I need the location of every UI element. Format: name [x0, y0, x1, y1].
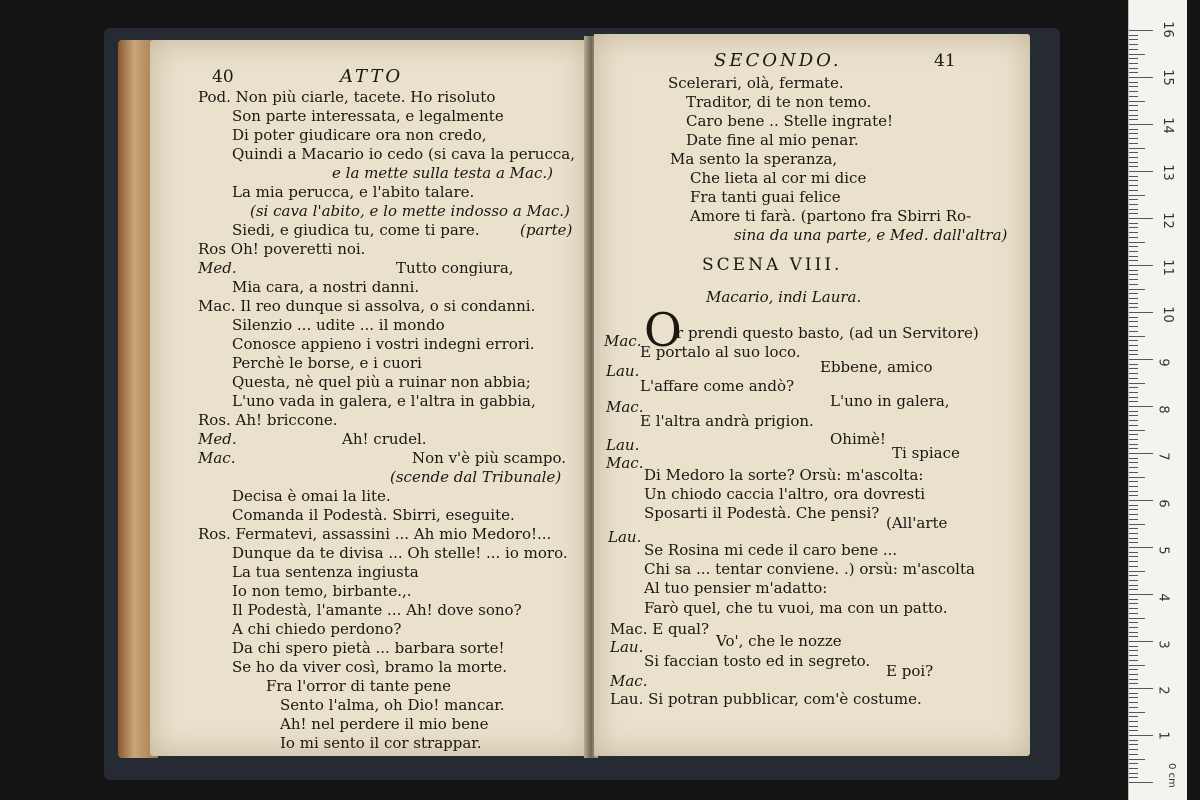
ruler-tick	[1129, 430, 1145, 431]
ruler-tick	[1129, 105, 1138, 106]
ruler-tick	[1129, 378, 1138, 379]
ruler-tick	[1129, 176, 1138, 177]
ruler-tick	[1129, 552, 1138, 553]
text-line: Dunque da te divisa ... Oh stelle! ... io moro.	[232, 544, 568, 562]
ruler-number: 7	[1155, 452, 1171, 461]
ruler-tick	[1129, 575, 1138, 576]
ruler-tick	[1129, 54, 1145, 55]
ruler-tick	[1129, 655, 1138, 656]
ruler-tick	[1129, 246, 1138, 247]
ruler-tick	[1129, 613, 1138, 614]
text-line: Un chiodo caccia l'altro, ora dovresti	[644, 485, 926, 503]
stage-direction: e la mette sulla testa a Mac.)	[332, 164, 553, 182]
text-line: Date fine al mio penar.	[686, 131, 859, 149]
ruler-tick	[1129, 618, 1145, 619]
text-line: Ros. Fermatevi, assassini ... Ah mio Medoro!...	[198, 525, 552, 543]
ruler-tick	[1129, 138, 1138, 139]
ruler-tick	[1129, 533, 1138, 534]
ruler-tick	[1129, 547, 1153, 548]
ruler-tick	[1129, 237, 1138, 238]
ruler-tick	[1129, 528, 1138, 529]
ruler-tick	[1129, 195, 1145, 196]
ruler-tick	[1129, 148, 1145, 149]
ruler-tick	[1129, 317, 1138, 318]
ruler-tick	[1129, 754, 1138, 755]
right-page	[594, 34, 1030, 756]
ruler-tick	[1129, 383, 1145, 384]
text-line: Ebbene, amico	[820, 358, 933, 376]
ruler-tick	[1129, 406, 1153, 407]
ruler-tick	[1129, 669, 1138, 670]
ruler-tick	[1129, 143, 1138, 144]
ruler-tick	[1129, 759, 1145, 760]
ruler-number: 4	[1155, 593, 1171, 602]
text-line: Mia cara, a nostri danni.	[232, 278, 420, 296]
text-line: Si faccian tosto ed in segreto.	[644, 652, 871, 670]
ruler-tick	[1129, 326, 1138, 327]
ruler-tick	[1129, 519, 1138, 520]
text-line: L'uno vada in galera, e l'altra in gabbia,	[232, 392, 536, 410]
page-number: 40	[212, 67, 234, 87]
text-line: Ma sento la speranza,	[670, 150, 838, 168]
ruler-tick	[1129, 39, 1138, 40]
ruler-tick	[1129, 166, 1138, 167]
ruler-tick	[1129, 72, 1138, 73]
ruler-tick	[1129, 387, 1138, 388]
speaker-label: Lau.	[606, 436, 640, 454]
ruler-tick	[1129, 289, 1145, 290]
ruler-tick	[1129, 542, 1138, 543]
text-line: Fra tanti guai felice	[690, 188, 841, 206]
text-line: Vo', che le nozze	[716, 632, 842, 650]
ruler-tick	[1129, 683, 1138, 684]
text-line: Tutto congiura,	[396, 259, 514, 277]
ruler-tick	[1129, 514, 1138, 515]
ruler-tick	[1129, 495, 1138, 496]
text-line: Che lieta al cor mi dice	[690, 169, 867, 187]
ruler-tick	[1129, 152, 1138, 153]
ruler-tick	[1129, 354, 1138, 355]
ruler-tick	[1129, 585, 1138, 586]
page-header: ATTO	[340, 66, 404, 87]
text-line: Perchè le borse, e i cuori	[232, 354, 422, 372]
ruler-tick	[1129, 256, 1138, 257]
ruler-number: 9	[1155, 358, 1171, 367]
speaker-label: Lau.	[606, 362, 640, 380]
speaker-label: Lau.	[610, 638, 644, 656]
stage-direction: (parte)	[520, 221, 573, 239]
ruler-number: 5	[1155, 546, 1171, 555]
ruler-tick	[1129, 96, 1138, 97]
drop-cap: O	[644, 303, 682, 357]
text-line: L'affare come andò?	[640, 377, 795, 395]
ruler-tick	[1129, 115, 1138, 116]
ruler-tick	[1129, 782, 1153, 783]
text-line: La mia perucca, e l'abito talare.	[232, 183, 475, 201]
text-line: E portalo al suo loco.	[640, 343, 801, 361]
text-line: Quindi a Macario io cedo (si cava la perucca,	[232, 145, 575, 163]
text-line: E poi?	[886, 662, 934, 680]
ruler-tick	[1129, 162, 1138, 163]
text-line: Ros Oh! poveretti noi.	[198, 240, 366, 258]
left-page	[150, 40, 588, 756]
ruler-tick	[1129, 397, 1138, 398]
ruler-tick	[1129, 213, 1138, 214]
text-line: Conosce appieno i vostri indegni errori.	[232, 335, 535, 353]
ruler-tick	[1129, 232, 1138, 233]
ruler-tick	[1129, 481, 1138, 482]
text-line: r prendi questo basto, (ad un Servitore)	[676, 324, 979, 342]
speaker-label: Med.	[198, 430, 237, 448]
text-line: Pod. Non più ciarle, tacete. Ho risoluto	[198, 88, 496, 106]
text-line: Questa, nè quel più a ruinar non abbia;	[232, 373, 531, 391]
ruler-tick	[1129, 35, 1138, 36]
text-line: Ohimè!	[830, 430, 886, 448]
ruler-tick	[1129, 279, 1138, 280]
text-line: L'uno in galera,	[830, 392, 950, 410]
ruler-tick	[1129, 209, 1138, 210]
text-line: Ah! nel perdere il mio bene	[280, 715, 489, 733]
ruler-tick	[1129, 110, 1138, 111]
ruler-tick	[1129, 707, 1138, 708]
ruler-tick	[1129, 665, 1145, 666]
ruler-number: 1	[1155, 731, 1171, 740]
ruler-tick	[1129, 303, 1138, 304]
ruler-tick	[1129, 307, 1138, 308]
text-line: Siedi, e giudica tu, come ti pare.	[232, 221, 480, 239]
page-number: 41	[934, 51, 956, 71]
ruler-tick	[1129, 603, 1138, 604]
ruler-tick	[1129, 223, 1138, 224]
text-line: Sposarti il Podestà. Che pensi?	[644, 504, 880, 522]
ruler-tick	[1129, 580, 1138, 581]
measuring-ruler	[1128, 0, 1187, 800]
ruler-number: 14	[1159, 117, 1175, 134]
ruler-tick	[1129, 63, 1138, 64]
text-line: Chi sa ... tentar conviene. .) orsù: m'ascolta	[644, 560, 975, 578]
ruler-number: 15	[1159, 69, 1175, 86]
ruler-tick	[1129, 171, 1153, 172]
ruler-tick	[1129, 650, 1138, 651]
text-line: Al tuo pensier m'adatto:	[644, 579, 828, 597]
ruler-tick	[1129, 716, 1138, 717]
ruler-tick	[1129, 364, 1138, 365]
ruler-tick	[1129, 373, 1138, 374]
ruler-tick	[1129, 411, 1138, 412]
ruler-tick	[1129, 556, 1138, 557]
ruler-tick	[1129, 721, 1138, 722]
ruler-tick	[1129, 749, 1138, 750]
text-line: A chi chiedo perdono?	[232, 620, 402, 638]
ruler-tick	[1129, 444, 1138, 445]
text-line: Di poter giudicare ora non credo,	[232, 126, 487, 144]
ruler-tick	[1129, 740, 1138, 741]
text-line: Mac. E qual?	[610, 620, 710, 638]
ruler-tick	[1129, 129, 1138, 130]
ruler-tick	[1129, 133, 1138, 134]
ruler-tick	[1129, 30, 1153, 31]
ruler-tick	[1129, 58, 1138, 59]
ruler-tick	[1129, 509, 1138, 510]
speaker-label: Mac.	[606, 454, 644, 472]
ruler-tick	[1129, 679, 1138, 680]
ruler-number: 12	[1159, 212, 1175, 229]
ruler-tick	[1129, 434, 1138, 435]
ruler-tick	[1129, 270, 1138, 271]
text-line: Fra l'orror di tante pene	[266, 677, 452, 695]
ruler-tick	[1129, 777, 1138, 778]
ruler-tick	[1129, 697, 1138, 698]
ruler-tick	[1129, 293, 1138, 294]
ruler-number: 8	[1155, 405, 1171, 414]
ruler-tick	[1129, 448, 1138, 449]
ruler-tick	[1129, 735, 1153, 736]
ruler-tick	[1129, 124, 1153, 125]
ruler-tick	[1129, 359, 1153, 360]
ruler-tick	[1129, 401, 1138, 402]
ruler-tick	[1129, 251, 1138, 252]
ruler-tick	[1129, 284, 1138, 285]
speaker-label: Mac.	[610, 672, 648, 690]
ruler-number: 3	[1155, 640, 1171, 649]
ruler-tick	[1129, 744, 1138, 745]
ruler-tick	[1129, 119, 1138, 120]
ruler-tick	[1129, 467, 1138, 468]
ruler-tick	[1129, 425, 1138, 426]
ruler-tick	[1129, 420, 1138, 421]
ruler-tick	[1129, 571, 1145, 572]
speaker-label: Mac.	[604, 332, 642, 350]
ruler-tick	[1129, 594, 1153, 595]
ruler-tick	[1129, 260, 1138, 261]
text-line: Ros. Ah! briccone.	[198, 411, 338, 429]
ruler-tick	[1129, 589, 1138, 590]
ruler-number: 2	[1155, 686, 1171, 695]
ruler-tick	[1129, 274, 1138, 275]
ruler-tick	[1129, 49, 1138, 50]
stage-direction: (scende dal Tribunale)	[390, 468, 562, 486]
stage-direction: sina da una parte, e Med. dall'altra)	[734, 226, 1008, 244]
ruler-tick	[1129, 505, 1138, 506]
ruler-tick	[1129, 458, 1138, 459]
ruler-number: 10	[1159, 306, 1175, 323]
ruler-tick	[1129, 340, 1138, 341]
text-line: Lau. Si potran pubblicar, com'è costume.	[610, 690, 922, 708]
ruler-tick	[1129, 712, 1145, 713]
text-line: (All'arte	[886, 514, 948, 532]
text-line: Caro bene .. Stelle ingrate!	[686, 112, 894, 130]
text-line: Ah! crudel.	[342, 430, 427, 448]
ruler-tick	[1129, 242, 1145, 243]
ruler-tick	[1129, 768, 1138, 769]
text-line: La tua sentenza ingiusta	[232, 563, 419, 581]
ruler-tick	[1129, 566, 1138, 567]
page-header: SECONDO.	[714, 50, 842, 71]
ruler-tick	[1129, 524, 1145, 525]
ruler-tick	[1129, 646, 1138, 647]
ruler-tick	[1129, 538, 1138, 539]
ruler-tick	[1129, 321, 1138, 322]
speaker-label: Lau.	[608, 528, 642, 546]
speaker-label: Med.	[198, 259, 237, 277]
ruler-tick	[1129, 312, 1153, 313]
ruler-tick	[1129, 86, 1138, 87]
ruler-tick	[1129, 453, 1153, 454]
ruler-tick	[1129, 472, 1138, 473]
text-line: Io non temo, birbante.,.	[232, 582, 412, 600]
text-line: Io mi sento il cor strappar.	[280, 734, 482, 752]
ruler-tick	[1129, 674, 1138, 675]
ruler-tick	[1129, 688, 1153, 689]
stage-direction: (si cava l'abito, e lo mette indosso a Mac.)	[250, 202, 570, 220]
ruler-tick	[1129, 199, 1138, 200]
ruler-tick	[1129, 180, 1138, 181]
text-line: Silenzio ... udite ... il mondo	[232, 316, 445, 334]
ruler-tick	[1129, 185, 1138, 186]
ruler-tick	[1129, 599, 1138, 600]
ruler-tick	[1129, 91, 1138, 92]
ruler-tick	[1129, 641, 1153, 642]
ruler-tick	[1129, 368, 1138, 369]
ruler-tick	[1129, 157, 1138, 158]
ruler-tick	[1129, 204, 1138, 205]
ruler-tick	[1129, 500, 1153, 501]
scene-characters: Macario, indi Laura.	[706, 288, 862, 306]
ruler-tick	[1129, 622, 1138, 623]
text-line: Amore ti farà. (partono fra Sbirri Ro-	[690, 207, 972, 225]
ruler-number: 11	[1159, 259, 1175, 276]
ruler-tick	[1129, 190, 1138, 191]
ruler-number: 16	[1159, 21, 1175, 38]
ruler-tick	[1129, 636, 1138, 637]
text-line: Se Rosina mi cede il caro bene ...	[644, 541, 898, 559]
ruler-tick	[1129, 265, 1153, 266]
ruler-tick	[1129, 462, 1138, 463]
ruler-tick	[1129, 439, 1138, 440]
ruler-tick	[1129, 608, 1138, 609]
ruler-tick	[1129, 561, 1138, 562]
ruler-tick	[1129, 632, 1138, 633]
ruler-tick	[1129, 702, 1138, 703]
ruler-tick	[1129, 44, 1138, 45]
ruler-tick	[1129, 82, 1138, 83]
ruler-tick	[1129, 77, 1153, 78]
text-line: Traditor, di te non temo.	[686, 93, 872, 111]
ruler-tick	[1129, 392, 1138, 393]
ruler-tick	[1129, 218, 1153, 219]
ruler-tick	[1129, 331, 1138, 332]
text-line: Comanda il Podestà. Sbirri, eseguite.	[232, 506, 515, 524]
ruler-number: 13	[1159, 164, 1175, 181]
text-line: Son parte interessata, e legalmente	[232, 107, 504, 125]
text-line: Da chi spero pietà ... barbara sorte!	[232, 639, 505, 657]
text-line: Decisa è omai la lite.	[232, 487, 391, 505]
ruler-tick	[1129, 693, 1138, 694]
ruler-number: 6	[1155, 499, 1171, 508]
text-line: Farò quel, che tu vuoi, ma con un patto.	[644, 599, 948, 617]
ruler-tick	[1129, 627, 1138, 628]
ruler-tick	[1129, 763, 1138, 764]
ruler-tick	[1129, 730, 1138, 731]
ruler-tick	[1129, 660, 1138, 661]
text-line: Scelerari, olà, fermate.	[668, 74, 844, 92]
text-line: Sento l'alma, oh Dio! mancar.	[280, 696, 505, 714]
ruler-tick	[1129, 101, 1145, 102]
scene-heading: SCENA VIII.	[702, 255, 843, 275]
ruler-tick	[1129, 486, 1138, 487]
ruler-tick	[1129, 415, 1138, 416]
speaker-label: Mac.	[198, 449, 236, 467]
text-line: Di Medoro la sorte? Orsù: m'ascolta:	[644, 466, 924, 484]
ruler-origin-label: 0 cm	[1165, 763, 1177, 788]
ruler-tick	[1129, 336, 1145, 337]
text-line: Ti spiace	[892, 444, 960, 462]
text-line: Mac. Il reo dunque si assolva, o si condanni.	[198, 297, 536, 315]
ruler-tick	[1129, 298, 1138, 299]
ruler-tick	[1129, 350, 1138, 351]
text-line: Non v'è più scampo.	[412, 449, 567, 467]
speaker-label: Mac.	[606, 398, 644, 416]
text-line: Se ho da viver così, bramo la morte.	[232, 658, 508, 676]
ruler-tick	[1129, 68, 1138, 69]
ruler-tick	[1129, 773, 1138, 774]
ruler-tick	[1129, 726, 1138, 727]
ruler-tick	[1129, 227, 1138, 228]
text-line: E l'altra andrà prigion.	[640, 412, 814, 430]
ruler-tick	[1129, 345, 1138, 346]
ruler-tick	[1129, 491, 1138, 492]
text-line: Il Podestà, l'amante ... Ah! dove sono?	[232, 601, 522, 619]
ruler-tick	[1129, 477, 1145, 478]
